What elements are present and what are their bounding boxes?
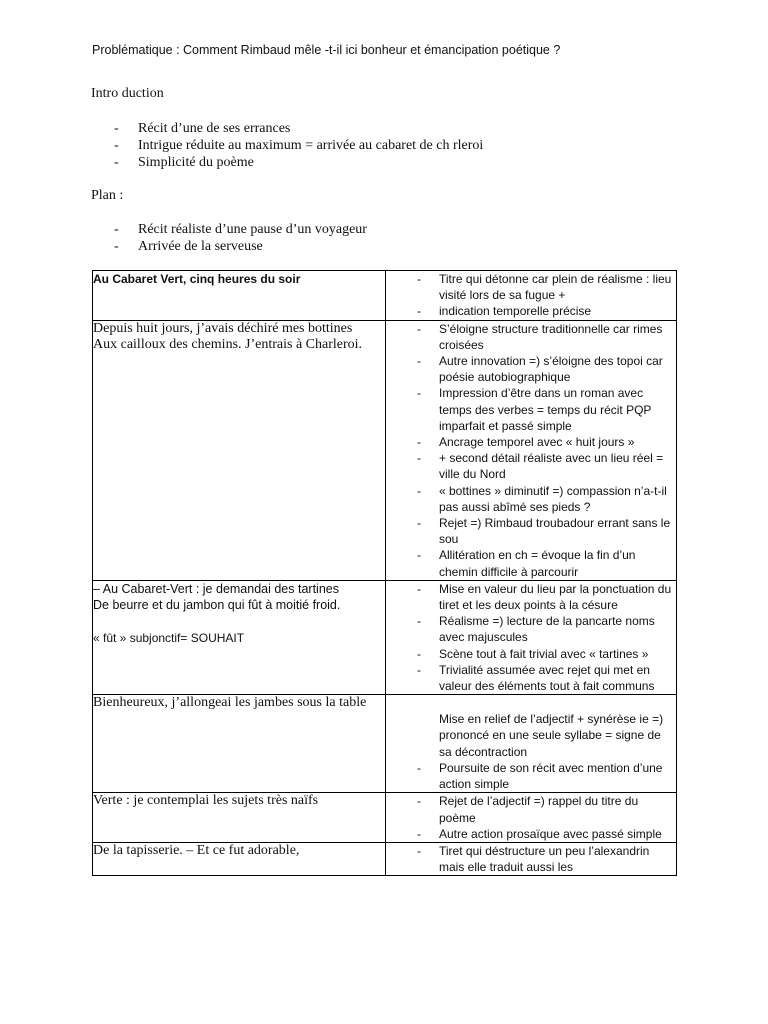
verse-line: Depuis huit jours, j’avais déchiré mes bottines xyxy=(93,320,353,336)
plan-item: - Arrivée de la serveuse xyxy=(114,238,367,255)
note-item: - S’éloigne structure traditionnelle car rimes croisées xyxy=(386,321,676,353)
table-row xyxy=(93,793,677,843)
verse-cell xyxy=(93,580,386,694)
intro-heading: Intro duction xyxy=(91,86,164,101)
note-item: - Autre innovation =) s’éloigne des topoi car poésie autobiographique xyxy=(386,353,676,385)
note-item: - Tiret qui déstructure un peu l’alexandrin mais elle traduit aussi les xyxy=(386,843,676,875)
notes-list xyxy=(386,581,676,694)
table-row xyxy=(93,580,677,694)
intro-item: - Récit d’une de ses errances xyxy=(114,120,483,137)
note-item: - Rejet =) Rimbaud troubadour errant sans le sou xyxy=(386,515,676,547)
note-item: - + second détail réaliste avec un lieu réel = ville du Nord xyxy=(386,450,676,482)
verse-line: Bienheureux, j’allongeai les jambes sous la table xyxy=(93,695,367,711)
problematique: Problématique : Comment Rimbaud mêle -t-il ici bonheur et émancipation poétique ? xyxy=(92,43,561,57)
note-item: - Ancrage temporel avec « huit jours » xyxy=(386,434,676,450)
table-row xyxy=(93,842,677,875)
notes-list xyxy=(386,843,676,875)
table-row xyxy=(93,695,677,793)
intro-item: - Simplicité du poème xyxy=(114,154,483,171)
notes-list xyxy=(386,271,676,320)
notes-cell xyxy=(386,842,677,875)
table-row xyxy=(93,320,677,580)
note-item: - Trivialité assumée avec rejet qui met en valeur des éléments tout à fait communs xyxy=(386,662,676,694)
verse-line: Aux cailloux des chemins. J’entrais à Charleroi. xyxy=(93,337,363,353)
note-item: - indication temporelle précise xyxy=(386,303,676,319)
verse-line: Verte : je contemplai les sujets très naïfs xyxy=(93,793,319,809)
notes-list xyxy=(386,711,676,792)
analysis-table xyxy=(92,270,677,876)
notes-list xyxy=(386,321,676,580)
note-item: - « bottines » diminutif =) compassion n’a-t-il pas aussi abîmé ses pieds ? xyxy=(386,483,676,515)
verse-line: De la tapisserie. – Et ce fut adorable, xyxy=(93,842,300,858)
notes-cell xyxy=(386,793,677,843)
note-item: - Autre action prosaïque avec passé simple xyxy=(386,826,676,842)
verse-cell xyxy=(93,271,386,321)
plan-item: - Récit réaliste d’une pause d’un voyageur xyxy=(114,221,367,238)
note-item: - Poursuite de son récit avec mention d’une action simple xyxy=(386,760,676,792)
notes-list xyxy=(386,793,676,842)
plan-list xyxy=(114,221,367,255)
note-item: - Scène tout à fait trivial avec « tartines » xyxy=(386,646,676,662)
verse-cell xyxy=(93,793,386,843)
intro-item: - Intrigue réduite au maximum = arrivée au cabaret de ch rleroi xyxy=(114,137,483,154)
verse-cell xyxy=(93,842,386,875)
notes-cell xyxy=(386,695,677,793)
note-item: - Impression d’être dans un roman avec temps des verbes = temps du récit PQP imparfait et passé simple xyxy=(386,385,676,434)
table-row xyxy=(93,271,677,321)
notes-cell xyxy=(386,271,677,321)
verse-cell xyxy=(93,695,386,793)
notes-cell xyxy=(386,320,677,580)
poem-title: Au Cabaret Vert, cinq heures du soir xyxy=(93,272,301,286)
note-item: - Titre qui détonne car plein de réalisme : lieu visité lors de sa fugue + xyxy=(386,271,676,303)
verse-line: De beurre et du jambon qui fût à moitié froid. xyxy=(93,598,341,613)
note-item: Mise en relief de l’adjectif + synérèse ie =) prononcé en une seule syllabe = signe de sa décontraction xyxy=(439,712,664,759)
verse-line: – Au Cabaret-Vert : je demandai des tartines xyxy=(93,581,339,596)
verse-cell xyxy=(93,320,386,580)
plan-heading: Plan : xyxy=(91,188,124,203)
verse-annotation: « fût » subjonctif= SOUHAIT xyxy=(93,630,245,645)
note-item: - Allitération en ch = évoque la fin d’un chemin difficile à parcourir xyxy=(386,547,676,579)
note-item: - Rejet de l’adjectif =) rappel du titre du poème xyxy=(386,793,676,825)
intro-list xyxy=(114,120,483,171)
note-item: - Réalisme =) lecture de la pancarte noms avec majuscules xyxy=(386,613,676,645)
notes-cell xyxy=(386,580,677,694)
note-item: - Mise en valeur du lieu par la ponctuation du tiret et les deux points à la césure xyxy=(386,581,676,613)
